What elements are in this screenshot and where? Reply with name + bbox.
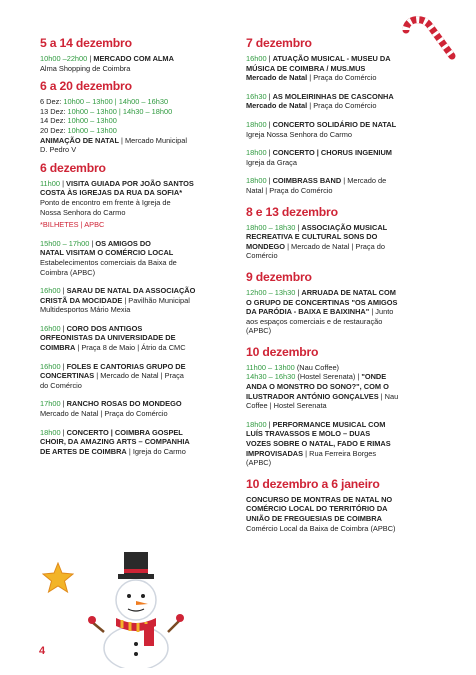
event-place: Mercado de Natal | Praça do Comércio: [40, 409, 168, 419]
event-time: 16h00: [40, 361, 61, 371]
event-place: Praça do Comércio: [313, 73, 377, 83]
event-title: PERFORMANCE MUSICAL COM: [272, 419, 386, 429]
event-time: 18h00 – 18h30: [246, 222, 296, 232]
event: 18h00 | CONCERTO | COIMBRA GOSPEL CHOIR, DA AMAZING ARTS – COMPANHIA DE ARTES DE COIMBRA | Igreja do Carmo: [40, 427, 190, 456]
event-place: Alma Shopping de Coimbra: [40, 63, 131, 73]
event-place: Mercado de Natal | Praça do: [291, 241, 385, 251]
event-place: Praça 8 de Maio | Átrio da CMC: [81, 343, 186, 353]
event-title: ARRUADA DE NATAL COM: [301, 287, 396, 297]
event-time: 10h00 – 13h00: [67, 125, 117, 135]
event: 16h00 | FOLES E CANTORIAS GRUPO DE CONCERTINAS | Mercado de Natal | Praça do Comércio: [40, 361, 186, 390]
date-heading: 6 dezembro: [40, 160, 106, 175]
event-title: ANIMAÇÃO DE NATAL: [40, 135, 119, 145]
event-place: Rua Ferreira Borges: [309, 448, 377, 458]
event: CONCURSO DE MONTRAS DE NATAL NO COMÉRCIO LOCAL DO TERRITÓRIO DA UNIÃO DE FREGUESIAS DE COIMBRA Comércio Local da Baixa de Coimbra (APBC): [246, 495, 450, 533]
right-column: [246, 36, 450, 542]
event-place: Junto: [375, 307, 394, 317]
event: 16h00 | CORO DOS ANTIGOS ORFEONISTAS DA UNIVERSIDADE DE COIMBRA | Praça 8 de Maio | Átrio da CMC: [40, 323, 186, 353]
event-title: CONCERTO | CHORUS INGENIUM: [272, 148, 392, 158]
event-time: 18h00: [246, 148, 267, 158]
event: 18h00 | COIMBRASS BAND | Mercado de Natal | Praça do Comércio: [246, 176, 387, 195]
event-time: 18h00: [40, 427, 61, 437]
event-title: RANCHO ROSAS DO MONDEGO: [66, 399, 182, 409]
event-title: FOLES E CANTORIAS GRUPO DE: [66, 361, 186, 371]
event-time: 16h00: [246, 54, 267, 63]
page-number: 4: [39, 645, 46, 657]
event-place: Igreja do Carmo: [132, 446, 186, 456]
event-place: Ponto de encontro em frente à Igreja de: [40, 197, 171, 207]
event-place: Praça do Comércio: [313, 101, 377, 111]
event-time: 10h00 –22h00: [40, 54, 88, 63]
event: 6 Dez: 10h00 – 13h00 | 14h00 – 16h30 13 Dez: 10h00 – 13h00 | 14h30 – 18h00 14 Dez: 10h00 – 13h00 20 Dez: 10h00 – 13h00 ANIMAÇÃO DE NATAL | Mercado Municipal D. Pedro V: [40, 97, 236, 155]
left-column: [40, 36, 236, 465]
event-place: D. Pedro V: [40, 145, 77, 155]
event-time: 10h00 – 13h00 | 14h30 – 18h00: [67, 106, 173, 116]
event-time: 15h00 – 17h00: [40, 238, 90, 248]
event-title: VISITA GUIADA POR JOÃO SANTOS: [66, 178, 194, 188]
event-time: 16h00: [40, 323, 61, 333]
event: 18h00 | CONCERTO SOLIDÁRIO DE NATAL Igreja Nossa Senhora do Carmo: [246, 120, 450, 139]
event-place: Nau: [384, 391, 399, 401]
event-time: 10h00 – 13h00: [67, 116, 117, 126]
event-title: ASSOCIAÇÃO MUSICAL: [301, 222, 388, 232]
event-place: Estabelecimentos comerciais da Baixa de: [40, 257, 177, 267]
event-place: Pavilhão Municipal: [128, 295, 190, 305]
event-place: Mercado de Natal | Praça: [100, 371, 184, 381]
date-heading: 6 a 20 dezembro: [40, 79, 132, 94]
event: 12h00 – 13h30 | ARRUADA DE NATAL COM O GRUPO DE CONCERTINAS "OS AMIGOS DA PARÓDIA - BAIXA E BAIXINHA" | Junto aos espaços comerciais e de restauração (APBC): [246, 287, 398, 336]
event: 15h00 – 17h00 | OS AMIGOS DO NATAL VISITAM O COMÉRCIO LOCAL Estabelecimentos comerciais da Baixa de Coimbra (APBC): [40, 239, 236, 277]
event-time: 12h00 – 13h30: [246, 287, 296, 297]
date-heading: 10 dezembro a 6 janeiro: [246, 476, 380, 491]
event-time: 16h30: [246, 91, 267, 101]
date-heading: 5 a 14 dezembro: [40, 36, 132, 50]
date-heading: 7 dezembro: [246, 36, 312, 50]
event-title: COIMBRASS BAND: [272, 176, 342, 186]
event-title: ATUAÇÃO MUSICAL - MUSEU DA: [272, 54, 391, 63]
event-time: 11h00: [40, 178, 61, 188]
event-time: 16h00: [40, 286, 61, 296]
date-heading: 8 e 13 dezembro: [246, 204, 338, 219]
event: 18h00 | CONCERTO | CHORUS INGENIUM Igreja da Graça: [246, 148, 450, 167]
event: 16h00 | SARAU DE NATAL DA ASSOCIAÇÃO CRISTÃ DA MOCIDADE | Pavilhão Municipal Multidesportos Mário Mexia: [40, 286, 196, 315]
star-icon: [42, 562, 74, 594]
event: 18h00 – 18h30 | ASSOCIAÇÃO MUSICAL RECREATIVA E CULTURAL SONS DO MONDEGO | Mercado de Natal | Praça do Comércio: [246, 222, 388, 261]
event-time: 17h00: [40, 399, 61, 409]
event-time: 11h00 – 13h00: [246, 362, 295, 372]
event-place: Igreja Nossa Senhora do Carmo: [246, 129, 352, 139]
event: 11h00 | VISITA GUIADA POR JOÃO SANTOS COSTA ÀS IGREJAS DA RUA DA SOFIA* Ponto de encontro em frente à Igreja de Nossa Senhora do Carmo *BILHETES | APBC: [40, 179, 236, 230]
event: 17h00 | RANCHO ROSAS DO MONDEGO Mercado de Natal | Praça do Comércio: [40, 399, 236, 418]
event: 11h00 – 13h00 (Nau Coffee) 14h30 – 16h30 (Hostel Serenata) | "ONDE ANDA O MONSTRO DO SONO?", COM O ILUSTRADOR ANTÓNIO GONÇALVES | Nau Coffee | Hostel Serenata: [246, 362, 399, 411]
event: 18h00 | PERFORMANCE MUSICAL COM LUÍS TRAVASSOS E MOLO – DUAS VOZES SOBRE O NATAL, FADO E RIMAS IMPROVISADAS | Rua Ferreira Borges (APBC): [246, 419, 391, 468]
tickets-note: *BILHETES | APBC: [40, 220, 105, 230]
event-time: 14h30 – 16h30: [246, 372, 296, 382]
date-heading: 9 dezembro: [246, 269, 312, 284]
event-time: 18h00: [246, 176, 267, 186]
event-title: CONCERTO | COIMBRA GOSPEL: [66, 427, 183, 437]
event-title: "ONDE: [361, 372, 387, 382]
event-place: Mercado de: [347, 176, 387, 186]
event-title: AS MOLEIRINHAS DE CASCONHA: [272, 91, 394, 101]
event-title: SARAU DE NATAL DA ASSOCIAÇÃO: [66, 286, 196, 296]
event: 10h00 –22h00 | MERCADO COM ALMA Alma Shopping de Coimbra: [40, 54, 236, 73]
event-place: Comércio Local da Baixa de Coimbra (APBC): [246, 523, 396, 533]
event-title: OS AMIGOS DO: [95, 238, 151, 248]
date-heading: 10 dezembro: [246, 344, 319, 359]
snowman-icon: [88, 548, 184, 668]
event: 16h30 | AS MOLEIRINHAS DE CASCONHA Mercado de Natal | Praça do Comércio: [246, 91, 394, 111]
event: 16h00 | ATUAÇÃO MUSICAL - MUSEU DA MÚSICA DE COIMBRA / MUS.MUS Mercado de Natal | Praça do Comércio: [246, 54, 391, 83]
event-place: Igreja da Graça: [246, 157, 297, 167]
event-title: CONCERTO SOLIDÁRIO DE NATAL: [272, 119, 397, 129]
event-time: 10h00 – 13h00 | 14h00 – 16h30: [63, 97, 169, 107]
event-title: MERCADO COM ALMA: [93, 54, 174, 63]
event-time: 18h00: [246, 119, 267, 129]
event-title: CORO DOS ANTIGOS: [66, 323, 143, 333]
event-time: 18h00: [246, 419, 267, 429]
event-title: CONCURSO DE MONTRAS DE NATAL NO: [246, 494, 393, 504]
